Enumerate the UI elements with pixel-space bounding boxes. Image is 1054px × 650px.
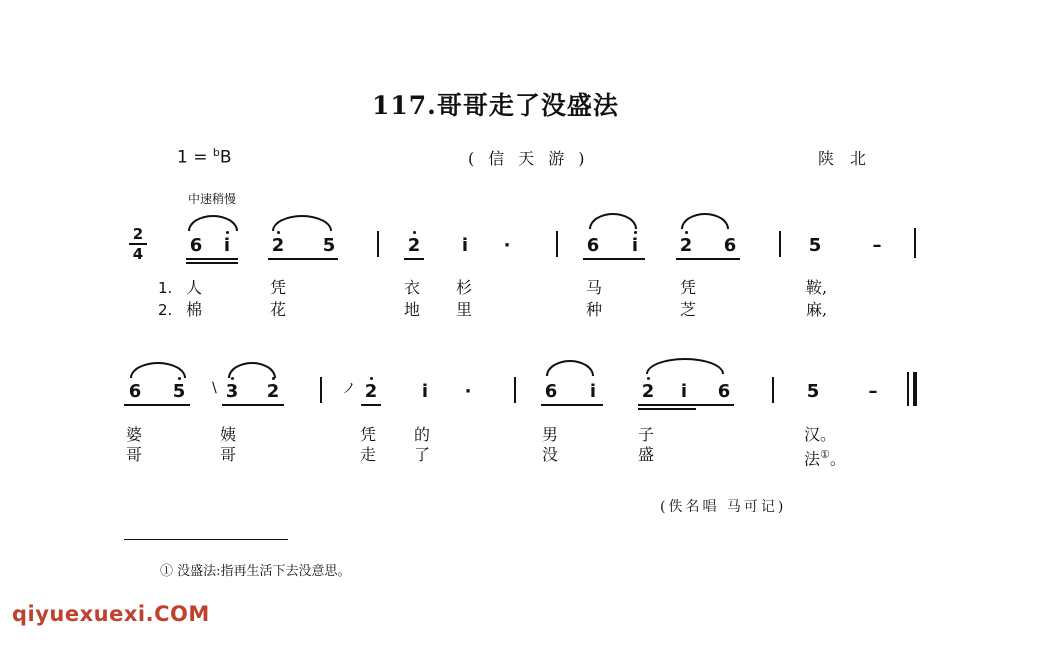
- note: i: [589, 381, 597, 402]
- verse-number: 2.: [158, 301, 173, 319]
- bar-line: [914, 228, 916, 258]
- beam-line: [638, 408, 696, 410]
- beam-line: [124, 404, 190, 406]
- lyric: 凭: [360, 425, 377, 444]
- footnote-separator: [124, 539, 288, 540]
- dotted-rhythm: ·: [503, 235, 511, 256]
- note: 5: [806, 381, 820, 402]
- note: 2: [679, 235, 693, 256]
- song-title: 117.哥哥走了没盛法: [372, 91, 619, 120]
- lyric: 里: [456, 300, 473, 319]
- bar-line: [514, 377, 516, 403]
- dash: –: [872, 235, 882, 256]
- genre-label: (信天游): [468, 149, 599, 168]
- beam-line: [361, 404, 381, 406]
- slur: [228, 362, 276, 378]
- beam-line: [404, 258, 424, 260]
- lyric: 了: [414, 445, 431, 464]
- lyric: 姨: [220, 425, 237, 444]
- footnote: ① 没盛法:指再生活下去没意思。: [160, 564, 351, 579]
- breath-mark: ノ: [342, 381, 356, 397]
- note: 6: [189, 235, 203, 256]
- lyric: 芝: [680, 300, 697, 319]
- time-signature-top: 2: [132, 225, 144, 243]
- slur: [272, 215, 332, 231]
- note: 2: [266, 381, 280, 402]
- note: 2: [641, 381, 655, 402]
- slur: [188, 215, 238, 231]
- note: i: [421, 381, 429, 402]
- slur: [589, 213, 637, 229]
- high-dot: [226, 231, 229, 234]
- flat-sign: b: [212, 146, 220, 159]
- watermark: qiyuexuexi.COM: [12, 602, 210, 626]
- lyric: [804, 446, 846, 468]
- lyric: 盛: [638, 445, 655, 464]
- final-bar-thin: [907, 372, 909, 406]
- lyric: 地: [404, 300, 421, 319]
- note: i: [631, 235, 639, 256]
- slur: [646, 358, 724, 374]
- lyric: 衣: [404, 278, 421, 297]
- footnote-ref: ①: [820, 448, 830, 461]
- slur: [130, 362, 186, 378]
- lyric: 马: [586, 278, 603, 297]
- beam-line: [583, 258, 645, 260]
- high-dot: [685, 231, 688, 234]
- lyric: 凭: [680, 278, 697, 297]
- note: 6: [128, 381, 142, 402]
- bar-line: [779, 231, 781, 257]
- note: i: [223, 235, 231, 256]
- bar-line: [320, 377, 322, 403]
- beam-line: [676, 258, 740, 260]
- lyric: 婆: [126, 425, 143, 444]
- note: 2: [364, 381, 378, 402]
- lyric-punct: 。: [829, 449, 846, 469]
- lyric-text: 法: [804, 449, 821, 469]
- key-note: B: [219, 147, 232, 168]
- lyric: 的: [414, 425, 431, 444]
- high-dot: [277, 231, 280, 234]
- lyric: 花: [270, 300, 287, 319]
- time-signature-bottom: 4: [132, 245, 144, 263]
- beam-line: [186, 262, 238, 264]
- slur: [546, 360, 594, 376]
- verse-number: 1.: [158, 279, 173, 297]
- note: 6: [544, 381, 558, 402]
- note: 6: [717, 381, 731, 402]
- lyric: 人: [186, 278, 203, 297]
- breath-mark: \: [212, 380, 217, 396]
- dotted-rhythm: ·: [464, 381, 472, 402]
- high-dot: [634, 231, 637, 234]
- beam-line: [222, 404, 284, 406]
- high-dot: [647, 377, 650, 380]
- note: 2: [271, 235, 285, 256]
- key-signature: [177, 146, 232, 168]
- lyric: 鞍,: [806, 278, 828, 297]
- note: 6: [586, 235, 600, 256]
- bar-line: [377, 231, 379, 257]
- lyric: 种: [586, 300, 603, 319]
- lyric: 哥: [126, 445, 143, 464]
- lyric: 子: [638, 425, 655, 444]
- key-prefix: 1 =: [177, 147, 213, 168]
- credit-line: (佚名唱 马可记): [660, 499, 787, 515]
- lyric: 棉: [186, 300, 203, 319]
- note: 6: [723, 235, 737, 256]
- lyric: 哥: [220, 445, 237, 464]
- lyric: 汉。: [804, 425, 837, 444]
- lyric: 麻,: [806, 300, 828, 319]
- high-dot: [413, 231, 416, 234]
- note: i: [680, 381, 688, 402]
- high-dot: [370, 377, 373, 380]
- slur: [681, 213, 729, 229]
- note: 2: [407, 235, 421, 256]
- beam-line: [186, 258, 238, 260]
- beam-line: [638, 404, 734, 406]
- lyric: 走: [360, 445, 377, 464]
- lyric: 男: [542, 425, 559, 444]
- beam-line: [541, 404, 603, 406]
- bar-line: [556, 231, 558, 257]
- region-label: 陕北: [818, 149, 883, 168]
- dash: –: [868, 381, 878, 402]
- note: 5: [322, 235, 336, 256]
- tempo-marking: 中速稍慢: [188, 192, 237, 206]
- note: 5: [172, 381, 186, 402]
- final-bar-thick: [913, 372, 917, 406]
- note: 3: [225, 381, 239, 402]
- beam-line: [268, 258, 338, 260]
- lyric: 没: [542, 445, 559, 464]
- lyric: 凭: [270, 278, 287, 297]
- bar-line: [772, 377, 774, 403]
- note: i: [461, 235, 469, 256]
- note: 5: [808, 235, 822, 256]
- lyric: 杉: [456, 278, 473, 297]
